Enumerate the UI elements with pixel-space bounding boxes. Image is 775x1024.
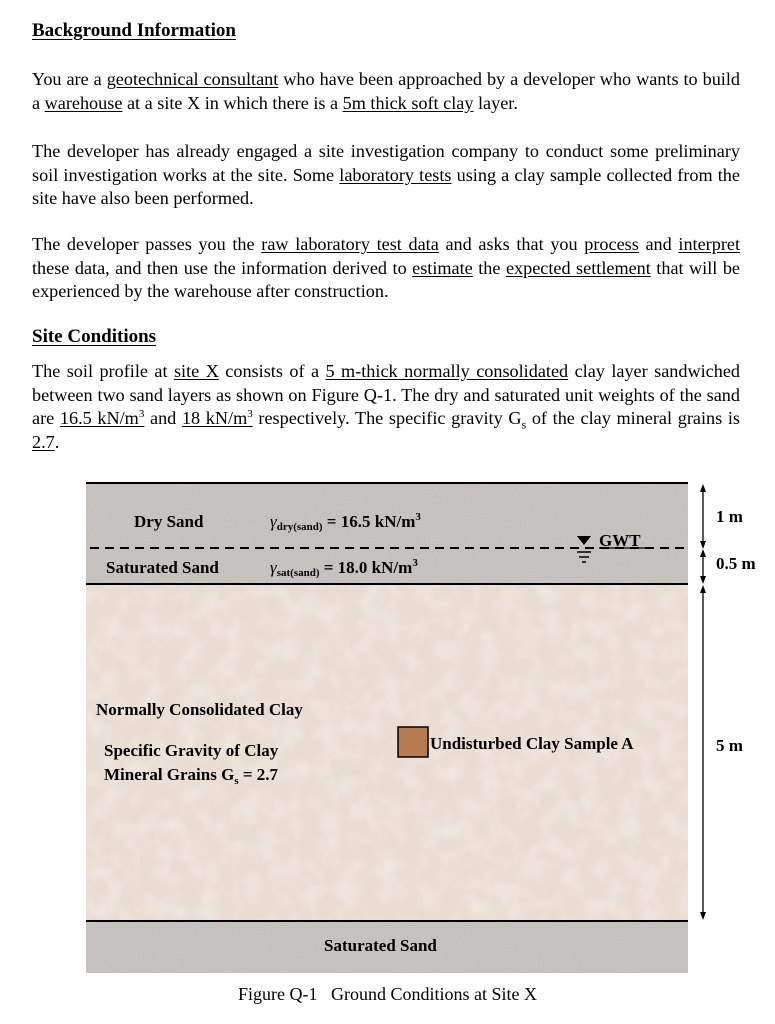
site-conditions-heading: Site Conditions bbox=[32, 326, 157, 347]
saturated-sand-bottom-label: Saturated Sand bbox=[324, 936, 437, 955]
dimension-05m-label: 0.5 m bbox=[716, 554, 756, 573]
background-heading: Background Information bbox=[32, 20, 236, 41]
dimension-arrows bbox=[700, 484, 706, 920]
background-paragraph-2: The developer has already engaged a site investigation company to conduct some preliminary soil investigation works at the site. Some laboratory tests using a clay sample collected from the site have also been performed. bbox=[32, 141, 740, 208]
saturated-sand-top-label: Saturated Sand bbox=[106, 558, 219, 577]
saturated-unit-weight-label: γsat(sand) = 18.0 $kN/m^3$ bbox=[270, 557, 418, 579]
clay-layer-label: Normally Consolidated Clay bbox=[96, 700, 303, 719]
specific-gravity-label-line1: Specific Gravity of Clay bbox=[104, 741, 279, 760]
clay-sample-icon bbox=[398, 727, 428, 757]
site-conditions-paragraph: The soil profile at site X consists of a 5 m-thick normally consolidated clay layer sandwiched between two sand layers as shown on Figure Q-1. The dry and saturated unit weights of the sand are 16.5 $kN/m^3$ and 18 $kN/m^3$ respectively. The specific gravity $G_s$ of the clay mineral grains is 2.7. bbox=[32, 361, 740, 452]
dry-unit-weight-label: γdry(sand) = 16.5 $kN/m^3$ bbox=[270, 511, 421, 533]
soil-profile-figure bbox=[0, 470, 775, 980]
clay-sample-label: Undisturbed Clay Sample A bbox=[430, 734, 634, 753]
figure-caption: Figure Q-1 Ground Conditions at Site X bbox=[238, 984, 537, 1004]
background-paragraph-1: You are a geotechnical consultant who have been approached by a developer who wants to build a warehouse at a site X in which there is a 5m thick soft clay layer. bbox=[32, 69, 740, 113]
gwt-label: GWT bbox=[599, 531, 641, 550]
dimension-5m-label: 5 m bbox=[716, 736, 743, 755]
dimension-1m-label: 1 m bbox=[716, 507, 743, 526]
specific-gravity-label-line2: Mineral Grains $G_s = 2.7$ bbox=[104, 765, 279, 787]
background-paragraph-3: The developer passes you the raw laboratory test data and asks that you process and interpret these data, and then use the information derived to estimate the expected settlement that will be experienced by the warehouse after construction. bbox=[32, 234, 741, 301]
dry-sand-label: Dry Sand bbox=[134, 512, 204, 531]
